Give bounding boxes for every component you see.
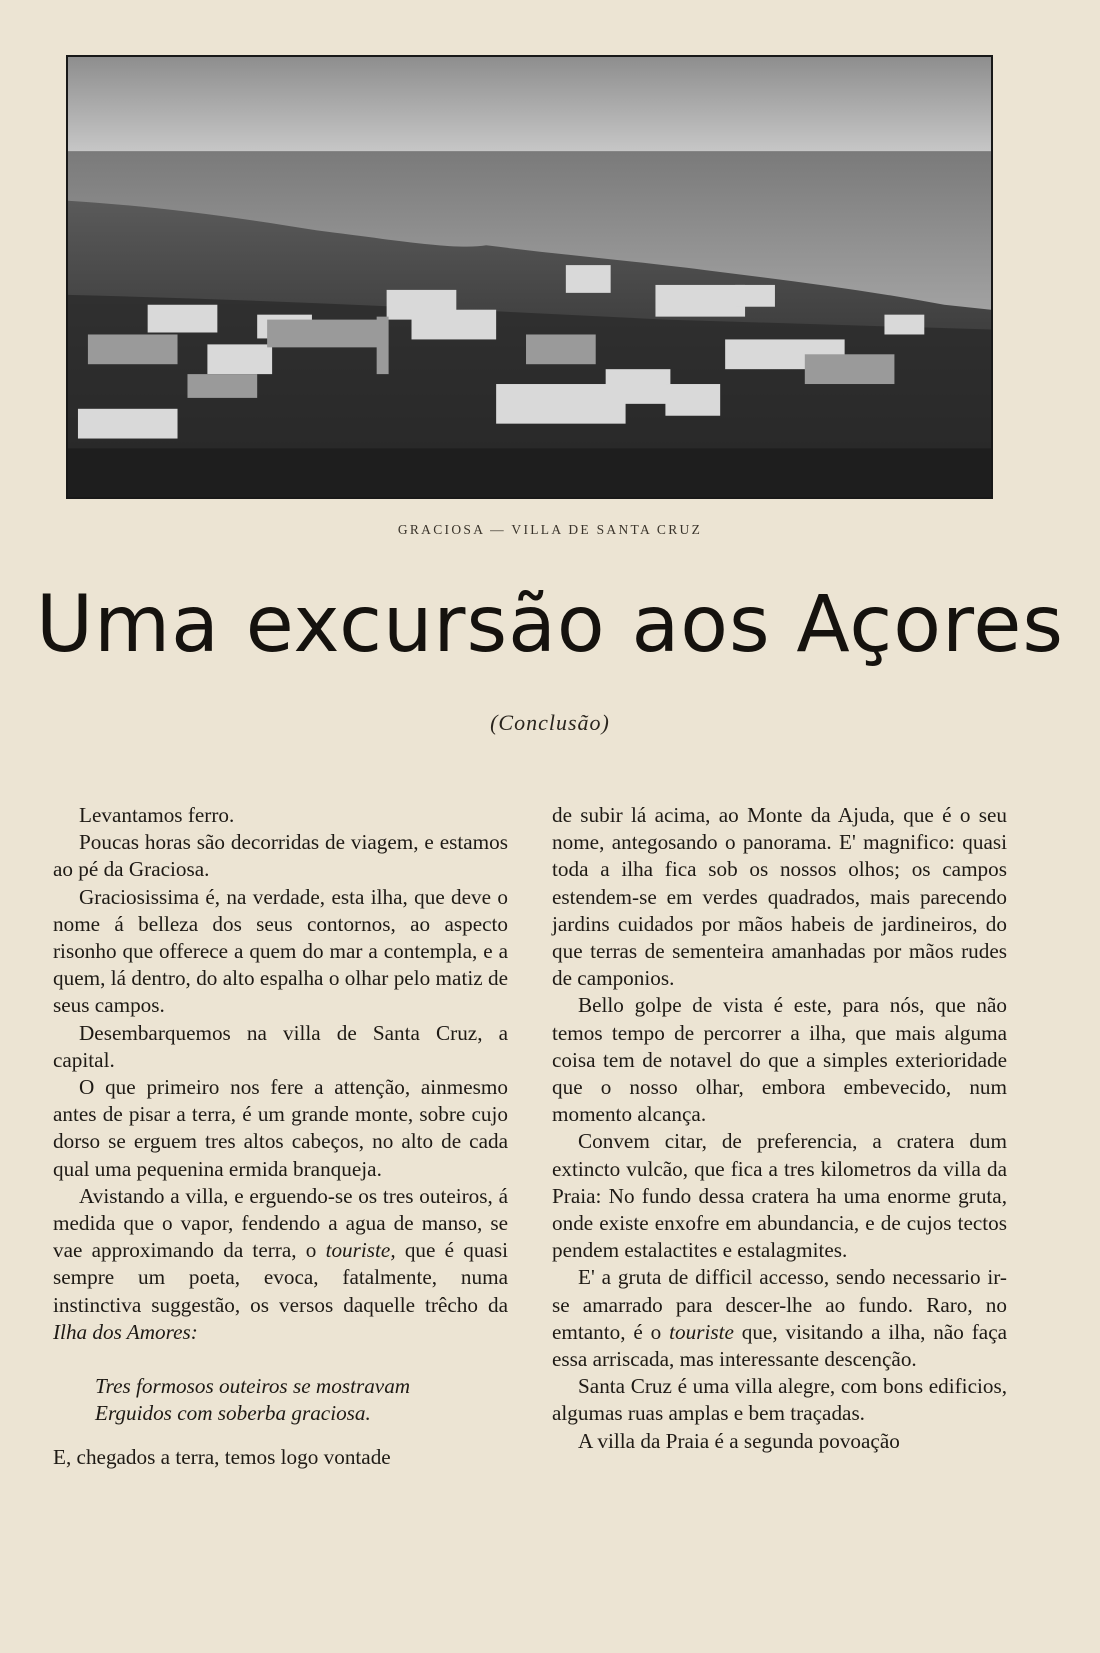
- paragraph: A villa da Praia é a segunda povoação: [578, 1428, 900, 1453]
- paragraph: Poucas horas são decorridas de viagem, e estamos ao pé da Graciosa.: [53, 830, 508, 882]
- paragraph: Levantamos ferro.: [79, 803, 235, 827]
- text-run: que, visitando a ilha, não faça essa arriscada, mas interessante descenção.: [552, 1319, 1008, 1372]
- paragraph: Desembarquemos na villa de Santa Cruz, a capital.: [53, 1020, 508, 1072]
- paragraph: Convem citar, de preferencia, a cratera dum extincto vulcão, que fica a tres kilometros da villa da Praia: No fundo dessa cratera ha uma enorme gruta, onde existe enxofre em abundancia, e de cujos tectos pendem estalactites e estalagmites.: [552, 1129, 1007, 1263]
- paragraph: de subir lá acima, ao Monte da Ajuda, que é o seu nome, antegosando o panorama. E' magnifico: quasi toda a ilha fica sob os nossos olhos; os campos estendem-se em verdes quadrados, mais parecendo jardins cuidados por mãos habeis de jardineiros, do que terras de sementeira amanhadas por mãos rudes de camponios.: [552, 803, 1007, 991]
- italic-term: touriste,: [325, 1238, 396, 1263]
- paragraph: E, chegados a terra, temos logo vontade: [53, 1445, 391, 1470]
- article-title: Uma excursão aos Açores: [36, 580, 1064, 670]
- town-photo: [66, 55, 993, 499]
- paragraph: [53, 1183, 508, 1346]
- paragraph: [552, 1264, 1007, 1373]
- right-column: [552, 802, 1007, 1455]
- italic-title: Ilha dos Amores:: [53, 1319, 198, 1344]
- verse-line: Erguidos com soberba graciosa.: [95, 1401, 371, 1426]
- text-run: Avistando a villa, e erguendo-se os tres outeiros, á medida que o vapor, fendendo a agua de manso, se vae approximando da terra, o: [53, 1183, 508, 1263]
- paragraph: Santa Cruz é uma villa alegre, com bons edificios, algumas ruas amplas e bem traçadas.: [552, 1374, 1007, 1426]
- italic-term: touriste: [669, 1319, 734, 1344]
- paragraph: Graciosissima é, na verdade, esta ilha, que deve o nome á belleza dos seus contornos, ao aspecto risonho que offerece a quem do mar a contempla, e a quem, lá dentro, do alto espalha o olhar pelo matiz de seus campos.: [53, 884, 508, 1018]
- paragraph: O que primeiro nos fere a attenção, ainmesmo antes de pisar a terra, é um grande monte, sobre cujo dorso se erguem tres altos cabeços, no alto de cada qual uma pequenina ermida branqueja.: [53, 1075, 508, 1181]
- text-run: que é quasi sempre um poeta, evoca, fatalmente, numa instinctiva suggestão, os versos daquelle trêcho da: [53, 1238, 508, 1317]
- verse-line: Tres formosos outeiros se mostravam: [95, 1374, 411, 1399]
- landscape-photo-icon: [68, 57, 991, 497]
- left-column: [53, 802, 508, 1472]
- photo-caption: GRACIOSA — VILLA DE SANTA CRUZ: [397, 522, 703, 537]
- verse-quote: [95, 1373, 508, 1427]
- text-run: E' a gruta de difficil accesso, sendo necessario ir-se amarrado para descer-lhe ao fundo. Raro, no emtanto, é o: [552, 1265, 1007, 1344]
- article-subtitle: (Conclusão): [490, 710, 610, 735]
- paragraph: Bello golpe de vista é este, para nós, que não temos tempo de percorrer a ilha, que mais alguma coisa tem de notavel do que a simples exterioridade que o nosso olhar, embora embevecido, num momento alcança.: [552, 993, 1007, 1127]
